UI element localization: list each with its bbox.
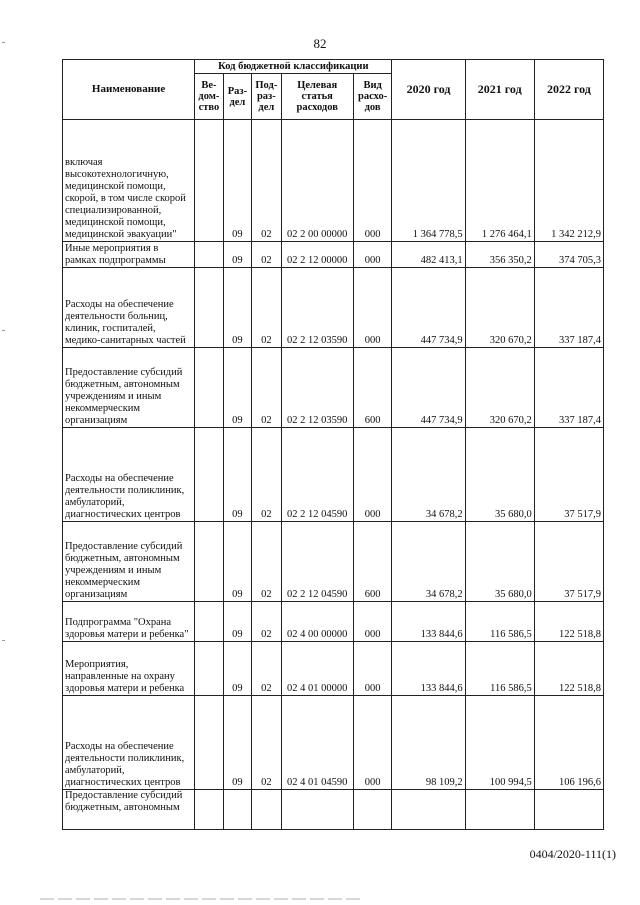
row-razdel: 09 <box>223 642 251 696</box>
row-razdel: 09 <box>223 348 251 428</box>
row-podrazdel: 02 <box>252 348 281 428</box>
row-podrazdel: 02 <box>252 642 281 696</box>
row-razdel: 09 <box>223 602 251 642</box>
budget-table <box>62 59 604 830</box>
table-row <box>63 602 604 642</box>
row-vedomstvo <box>195 242 223 268</box>
row-value-2021: 320 670,2 <box>465 348 534 428</box>
row-value-2020: 1 364 778,5 <box>392 120 465 242</box>
table-row <box>63 120 604 242</box>
table-row <box>63 428 604 522</box>
scan-artifact-line <box>40 898 360 900</box>
row-value-2021: 116 586,5 <box>465 602 534 642</box>
row-value-2021: 35 680,0 <box>465 522 534 602</box>
row-value-2020: 34 678,2 <box>392 522 465 602</box>
row-expense-type <box>353 790 392 830</box>
row-razdel: 09 <box>223 522 251 602</box>
row-target: 02 2 12 04590 <box>281 428 353 522</box>
row-vedomstvo <box>195 268 223 348</box>
row-razdel: 09 <box>223 428 251 522</box>
header-expense-type: Вид расхо- дов <box>353 74 392 120</box>
row-value-2020: 447 734,9 <box>392 348 465 428</box>
row-podrazdel <box>252 790 281 830</box>
row-expense-type: 600 <box>353 522 392 602</box>
header-target-article: Целевая статья расходов <box>281 74 353 120</box>
row-expense-type: 600 <box>353 348 392 428</box>
header-name: Наименование <box>63 60 195 120</box>
row-value-2022: 106 196,6 <box>534 696 603 790</box>
header-podrazdel: Под- раз- дел <box>252 74 281 120</box>
table-row <box>63 348 604 428</box>
table-row <box>63 268 604 348</box>
row-value-2022 <box>534 790 603 830</box>
row-razdel: 09 <box>223 120 251 242</box>
header-vedomstvo: Ве- дом- ство <box>195 74 223 120</box>
table-row <box>63 642 604 696</box>
row-target: 02 4 01 04590 <box>281 696 353 790</box>
row-vedomstvo <box>195 696 223 790</box>
row-name: Предоставление субсидий бюджетным, автономным учреждениям и иным некоммерческим организациям <box>63 348 195 428</box>
row-target <box>281 790 353 830</box>
row-name: Предоставление субсидий бюджетным, автономным учреждениям и иным некоммерческим организациям <box>63 522 195 602</box>
row-target: 02 2 12 03590 <box>281 268 353 348</box>
row-value-2022: 337 187,4 <box>534 348 603 428</box>
row-value-2022: 1 342 212,9 <box>534 120 603 242</box>
row-podrazdel: 02 <box>252 268 281 348</box>
row-podrazdel: 02 <box>252 696 281 790</box>
row-value-2020: 447 734,9 <box>392 268 465 348</box>
row-razdel <box>223 790 251 830</box>
row-value-2021 <box>465 790 534 830</box>
row-value-2022: 37 517,9 <box>534 428 603 522</box>
row-value-2022: 37 517,9 <box>534 522 603 602</box>
scan-edge-mark <box>2 42 5 43</box>
header-year-2020: 2020 год <box>392 60 465 120</box>
row-target: 02 2 12 04590 <box>281 522 353 602</box>
row-value-2022: 122 518,8 <box>534 602 603 642</box>
row-target: 02 2 12 03590 <box>281 348 353 428</box>
row-razdel: 09 <box>223 268 251 348</box>
row-value-2021: 320 670,2 <box>465 268 534 348</box>
row-value-2020: 482 413,1 <box>392 242 465 268</box>
row-name: Мероприятия, направленные на охрану здоровья матери и ребенка <box>63 642 195 696</box>
header-razdel: Раз- дел <box>223 74 251 120</box>
row-expense-type: 000 <box>353 268 392 348</box>
scan-edge-mark <box>2 330 5 331</box>
row-target: 02 2 12 00000 <box>281 242 353 268</box>
row-name: Расходы на обеспечение деятельности поликлиник, амбулаторий, диагностических центров <box>63 428 195 522</box>
row-vedomstvo <box>195 428 223 522</box>
row-name: Расходы на обеспечение деятельности больниц, клиник, госпиталей, медико-санитарных частей <box>63 268 195 348</box>
row-vedomstvo <box>195 602 223 642</box>
row-expense-type: 000 <box>353 696 392 790</box>
row-target: 02 2 00 00000 <box>281 120 353 242</box>
table-row <box>63 522 604 602</box>
document-code: 0404/2020-111(1) <box>529 847 616 861</box>
row-value-2020: 98 109,2 <box>392 696 465 790</box>
header-year-2022: 2022 год <box>534 60 603 120</box>
table-row <box>63 242 604 268</box>
row-expense-type: 000 <box>353 642 392 696</box>
row-name: Предоставление субсидий бюджетным, автономным <box>63 790 195 830</box>
table-row <box>63 696 604 790</box>
row-razdel: 09 <box>223 696 251 790</box>
row-name: Расходы на обеспечение деятельности поликлиник, амбулаторий, диагностических центров <box>63 696 195 790</box>
row-expense-type: 000 <box>353 602 392 642</box>
row-value-2021: 35 680,0 <box>465 428 534 522</box>
page-number: 82 <box>313 36 327 51</box>
row-podrazdel: 02 <box>252 428 281 522</box>
row-value-2021: 1 276 464,1 <box>465 120 534 242</box>
row-target: 02 4 01 00000 <box>281 642 353 696</box>
row-vedomstvo <box>195 120 223 242</box>
row-razdel: 09 <box>223 242 251 268</box>
row-value-2020: 133 844,6 <box>392 602 465 642</box>
table-row <box>63 790 604 830</box>
row-expense-type: 000 <box>353 428 392 522</box>
row-value-2022: 337 187,4 <box>534 268 603 348</box>
row-value-2021: 356 350,2 <box>465 242 534 268</box>
header-classification-group: Код бюджетной классификации <box>195 60 392 74</box>
row-value-2020 <box>392 790 465 830</box>
row-podrazdel: 02 <box>252 602 281 642</box>
row-vedomstvo <box>195 522 223 602</box>
header-year-2021: 2021 год <box>465 60 534 120</box>
row-expense-type: 000 <box>353 120 392 242</box>
row-podrazdel: 02 <box>252 522 281 602</box>
row-name: включая высокотехнологичную, медицинской помощи, скорой, в том числе скорой специализированной, медицинской помощи, медицинской эвакуации" <box>63 120 195 242</box>
row-vedomstvo <box>195 348 223 428</box>
row-podrazdel: 02 <box>252 120 281 242</box>
row-target: 02 4 00 00000 <box>281 602 353 642</box>
row-vedomstvo <box>195 790 223 830</box>
row-name: Подпрограмма "Охрана здоровья матери и ребенка" <box>63 602 195 642</box>
row-podrazdel: 02 <box>252 242 281 268</box>
row-value-2020: 34 678,2 <box>392 428 465 522</box>
row-value-2021: 100 994,5 <box>465 696 534 790</box>
row-vedomstvo <box>195 642 223 696</box>
row-value-2021: 116 586,5 <box>465 642 534 696</box>
row-value-2022: 374 705,3 <box>534 242 603 268</box>
row-value-2022: 122 518,8 <box>534 642 603 696</box>
row-name: Иные мероприятия в рамках подпрограммы <box>63 242 195 268</box>
row-value-2020: 133 844,6 <box>392 642 465 696</box>
scan-edge-mark <box>2 640 5 641</box>
row-expense-type: 000 <box>353 242 392 268</box>
